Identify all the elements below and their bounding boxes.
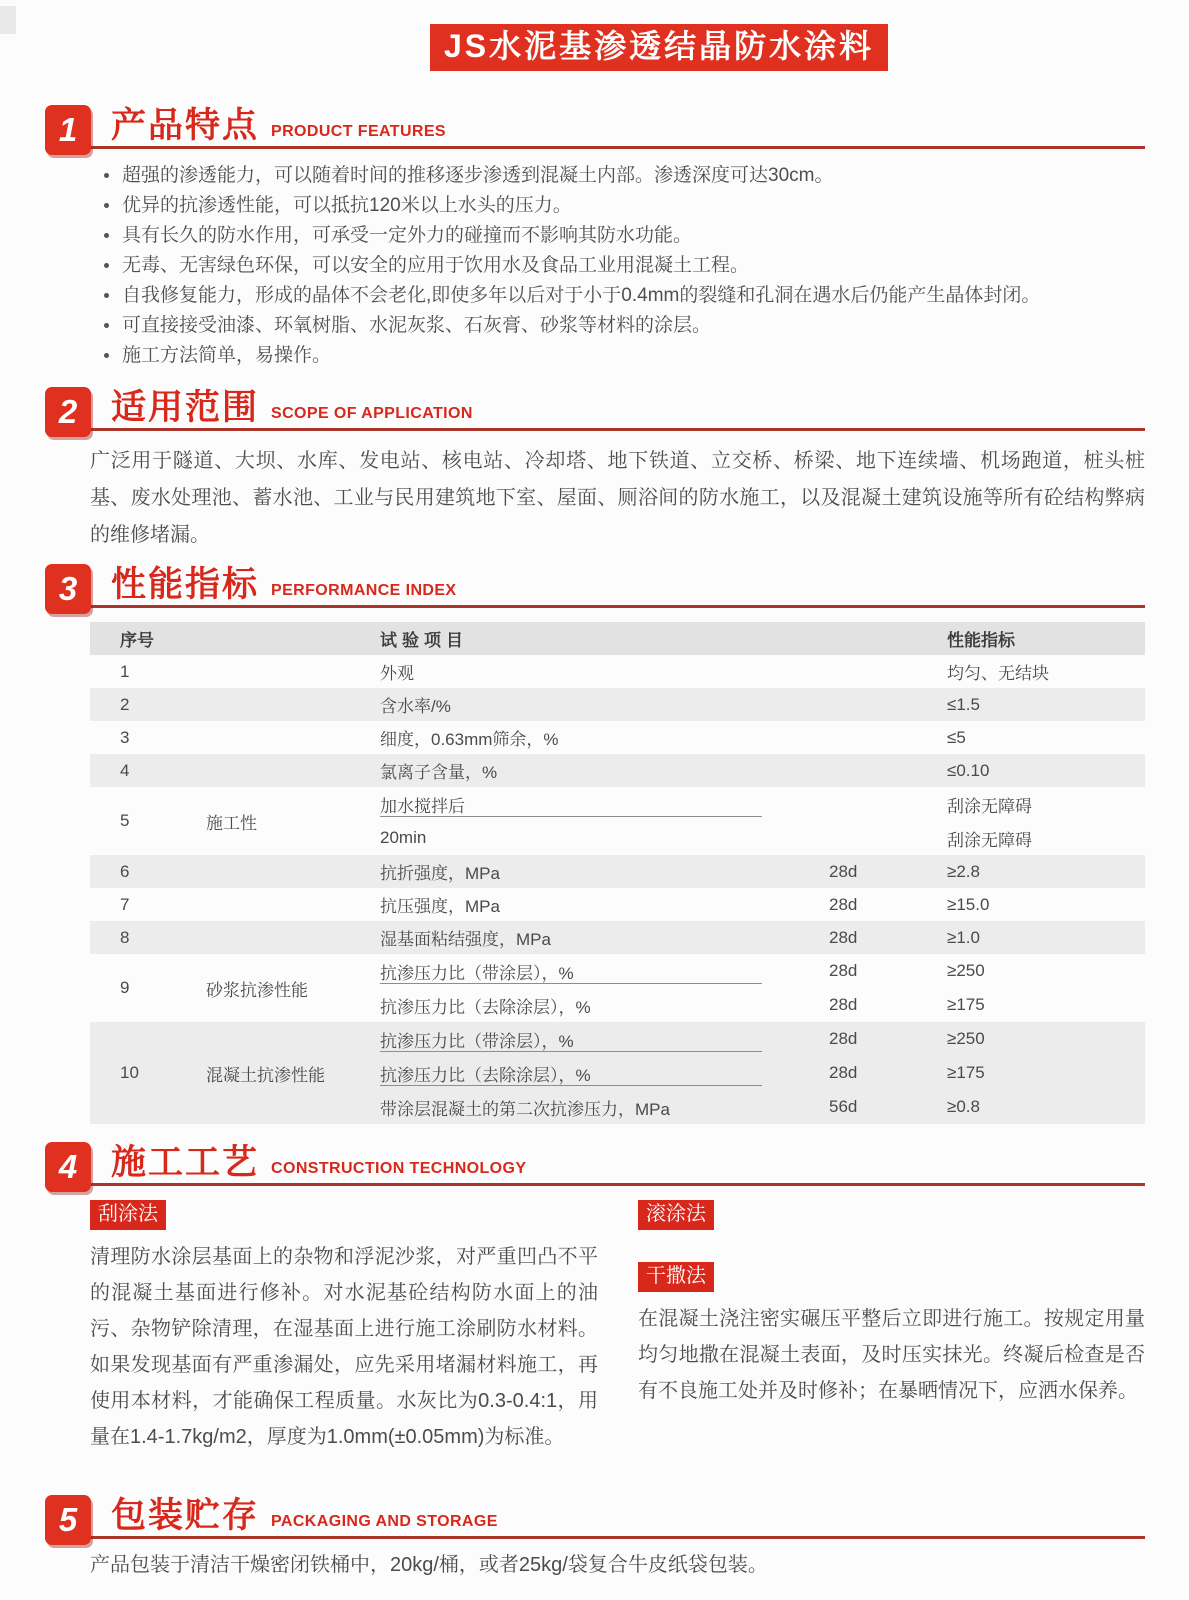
- cell-index: ≥15.0: [947, 894, 990, 914]
- cell-no: 9: [120, 978, 130, 998]
- section-number-badge: 3: [45, 564, 91, 614]
- feature-text: 可直接接受油漆、环氧树脂、水泥灰浆、石灰膏、砂浆等材料的涂层。: [122, 315, 712, 337]
- cell-no: 5: [120, 811, 130, 831]
- table-row: [90, 655, 1145, 688]
- section-performance: [0, 564, 1189, 1124]
- header-no: 序号: [120, 631, 154, 651]
- cell-test: 抗渗压力比（去除涂层），%: [380, 997, 591, 1017]
- scan-artifact: [0, 6, 16, 34]
- feature-text: 具有长久的防水作用，可承受一定外力的碰撞而不影响其防水功能。: [122, 225, 693, 247]
- feature-item: [100, 161, 1145, 191]
- cell-index: 均匀、无结块: [947, 664, 1049, 684]
- bullet-icon: [104, 353, 109, 358]
- cell-group: 砂浆抗渗性能: [206, 980, 308, 1000]
- scope-paragraph: 广泛用于隧道、大坝、水库、发电站、核电站、冷却塔、地下铁道、立交桥、桥梁、地下连续墙、机场跑道，桩头桩基、废水处理池、蓄水池、工业与民用建筑地下室、屋面、厕浴间的防水施工，以及混凝土建筑设施等所有砼结构弊病的维修堵漏。: [90, 450, 1145, 547]
- cell-index: ≥250: [947, 961, 985, 981]
- roll-dry-method-column: [638, 1200, 1145, 1475]
- page-title-banner: [430, 24, 888, 71]
- dry-method-tag: 干撒法: [638, 1262, 714, 1292]
- feature-item: [100, 191, 1145, 221]
- feature-text: 无毒、无害绿色环保，可以安全的应用于饮用水及食品工业用混凝土工程。: [122, 255, 750, 277]
- feature-item: [100, 251, 1145, 281]
- cell-age: 28d: [829, 894, 858, 914]
- cell-test: 抗渗压力比（去除涂层），%: [380, 1061, 829, 1086]
- scrape-method-tag: 刮涂法: [90, 1200, 166, 1230]
- section-title-en: SCOPE OF APPLICATION: [271, 405, 473, 423]
- performance-table: [90, 622, 1145, 1124]
- cell-test: 20min: [380, 828, 427, 848]
- cell-age: 28d: [829, 1029, 858, 1049]
- bullet-icon: [104, 203, 109, 208]
- table-row: [90, 721, 1145, 754]
- dry-method-tag-wrap: [638, 1262, 1145, 1292]
- cell-test: 氯离子含量，%: [380, 763, 498, 783]
- roll-method-tag: 滚涂法: [638, 1200, 714, 1230]
- cell-no: 1: [120, 661, 130, 681]
- cell-no: 7: [120, 894, 130, 914]
- header-index: 性能指标: [947, 631, 1015, 651]
- cell-test: 抗折强度，MPa: [380, 864, 500, 884]
- section-title-cn: 性能指标: [111, 565, 260, 604]
- scrape-method-body: 清理防水涂层基面上的杂物和浮泥沙浆，对严重凹凸不平的混凝土基面进行修补。对水泥基砼结构防水面上的油污、杂物铲除清理，在湿基面上进行施工涂刷防水材料。如果发现基面有严重渗漏处，应先采用堵漏材料施工，再使用本材料，才能确保工程质量。水灰比为0.3-0.4:1，用量在1.4-1.7kg/m2，厚度为1.0mm(±0.05mm)为标准。: [90, 1246, 598, 1449]
- bullet-icon: [104, 173, 109, 178]
- section-title-en: PACKAGING AND STORAGE: [271, 1513, 498, 1531]
- table-subrow: [380, 821, 1145, 855]
- cell-age: 28d: [829, 861, 858, 881]
- bullet-icon: [104, 293, 109, 298]
- table-row: [90, 921, 1145, 954]
- table-row: [90, 855, 1145, 888]
- section-number-badge: 5: [45, 1495, 91, 1545]
- header-test: 试验项目: [380, 631, 468, 651]
- table-subrow: [380, 787, 1145, 821]
- section-title-cn: 包装贮存: [111, 1496, 260, 1535]
- cell-no: 8: [120, 927, 130, 947]
- bullet-icon: [104, 323, 109, 328]
- cell-test: 湿基面粘结强度，MPa: [380, 930, 551, 950]
- section-construction-header: [45, 1142, 1145, 1186]
- table-row: [90, 754, 1145, 787]
- section-packaging-header: [45, 1495, 1145, 1539]
- section-packaging: [0, 1495, 1189, 1580]
- cell-test: 加水搅拌后: [380, 792, 829, 817]
- feature-item: [100, 341, 1145, 371]
- section-title-cn: 适用范围: [111, 388, 260, 427]
- cell-no: 4: [120, 760, 130, 780]
- construction-columns: [90, 1200, 1145, 1475]
- scrape-method-column: [90, 1200, 598, 1475]
- packaging-paragraph: 产品包装于清洁干燥密闭铁桶中，20kg/桶，或者25kg/袋复合牛皮纸袋包装。: [90, 1554, 768, 1577]
- feature-text: 自我修复能力，形成的晶体不会老化,即使多年以后对于小于0.4mm的裂缝和孔洞在遇水后仍能产生晶体封闭。: [122, 285, 1041, 307]
- cell-index: ≤5: [947, 727, 966, 747]
- cell-test: 带涂层混凝土的第二次抗渗压力，MPa: [380, 1099, 670, 1119]
- feature-item: [100, 311, 1145, 341]
- section-number-badge: 2: [45, 387, 91, 437]
- bullet-icon: [104, 263, 109, 268]
- section-scope: [0, 387, 1189, 554]
- cell-age: 56d: [829, 1097, 858, 1117]
- section-number-badge: 1: [45, 105, 91, 155]
- cell-test: 细度，0.63mm筛余，%: [380, 730, 559, 750]
- page-title: JS水泥基渗透结晶防水涂料: [444, 28, 875, 64]
- cell-age: 28d: [829, 961, 858, 981]
- cell-index: ≥1.0: [947, 927, 980, 947]
- cell-subrows: [380, 787, 1145, 855]
- bullet-icon: [104, 233, 109, 238]
- cell-index: ≤1.5: [947, 694, 980, 714]
- cell-group: 施工性: [206, 813, 257, 833]
- section-number-badge: 4: [45, 1142, 91, 1192]
- section-title-cn: 产品特点: [111, 106, 260, 145]
- cell-age: 28d: [829, 927, 858, 947]
- table-row: [90, 688, 1145, 721]
- table-subrow: [380, 1090, 1145, 1124]
- table-subrow: [380, 988, 1145, 1022]
- cell-index: ≥250: [947, 1029, 985, 1049]
- table-row: [90, 888, 1145, 921]
- cell-index: ≥175: [947, 995, 985, 1015]
- cell-subrows: [380, 954, 1145, 1022]
- section-title-cn: 施工工艺: [111, 1143, 260, 1182]
- table-row: [90, 954, 1145, 1022]
- cell-test: 含水率/%: [380, 697, 451, 717]
- cell-no: 2: [120, 694, 130, 714]
- cell-index: ≥175: [947, 1063, 985, 1083]
- feature-text: 优异的抗渗透性能，可以抵抗120米以上水头的压力。: [122, 195, 572, 217]
- dry-method-body: 在混凝土浇注密实碾压平整后立即进行施工。按规定用量均匀地撒在混凝土表面，及时压实抹光。终凝后检查是否有不良施工处并及时修补；在暴晒情况下，应洒水保养。: [638, 1308, 1145, 1403]
- section-title-en: PERFORMANCE INDEX: [271, 582, 457, 600]
- feature-text: 施工方法简单，易操作。: [122, 345, 332, 367]
- section-features-header: [45, 105, 1145, 149]
- cell-no: 6: [120, 861, 130, 881]
- cell-age: 28d: [829, 995, 858, 1015]
- cell-index: ≤0.10: [947, 760, 990, 780]
- table-row: [90, 1022, 1145, 1124]
- cell-group: 混凝土抗渗性能: [206, 1065, 325, 1085]
- cell-index: 刮涂无障碍: [947, 830, 1032, 850]
- cell-test: 抗压强度，MPa: [380, 897, 500, 917]
- cell-age: 28d: [829, 1063, 858, 1083]
- table-subrow: [380, 1022, 1145, 1056]
- cell-no: 10: [120, 1063, 139, 1083]
- cell-index: ≥2.8: [947, 861, 980, 881]
- table-subrow: [380, 1056, 1145, 1090]
- feature-text: 超强的渗透能力，可以随着时间的推移逐步渗透到混凝土内部。渗透深度可达30cm。: [122, 165, 834, 187]
- cell-test: 抗渗压力比（带涂层），%: [380, 959, 829, 984]
- table-row: [90, 787, 1145, 855]
- cell-subrows: [380, 1022, 1145, 1124]
- cell-no: 3: [120, 727, 130, 747]
- cell-index: ≥0.8: [947, 1097, 980, 1117]
- section-title-en: CONSTRUCTION TECHNOLOGY: [271, 1160, 527, 1178]
- section-construction: [0, 1142, 1189, 1475]
- cell-test: 抗渗压力比（带涂层），%: [380, 1027, 829, 1052]
- cell-test: 外观: [380, 664, 414, 684]
- section-features: [0, 105, 1189, 371]
- feature-list: [100, 161, 1145, 371]
- section-title-en: PRODUCT FEATURES: [271, 123, 447, 141]
- feature-item: [100, 221, 1145, 251]
- table-subrow: [380, 954, 1145, 988]
- section-scope-header: [45, 387, 1145, 431]
- feature-item: [100, 281, 1145, 311]
- cell-index: 刮涂无障碍: [947, 796, 1032, 816]
- section-performance-header: [45, 564, 1145, 608]
- roll-method-tag-wrap: [638, 1200, 1145, 1230]
- table-header-row: [90, 622, 1145, 655]
